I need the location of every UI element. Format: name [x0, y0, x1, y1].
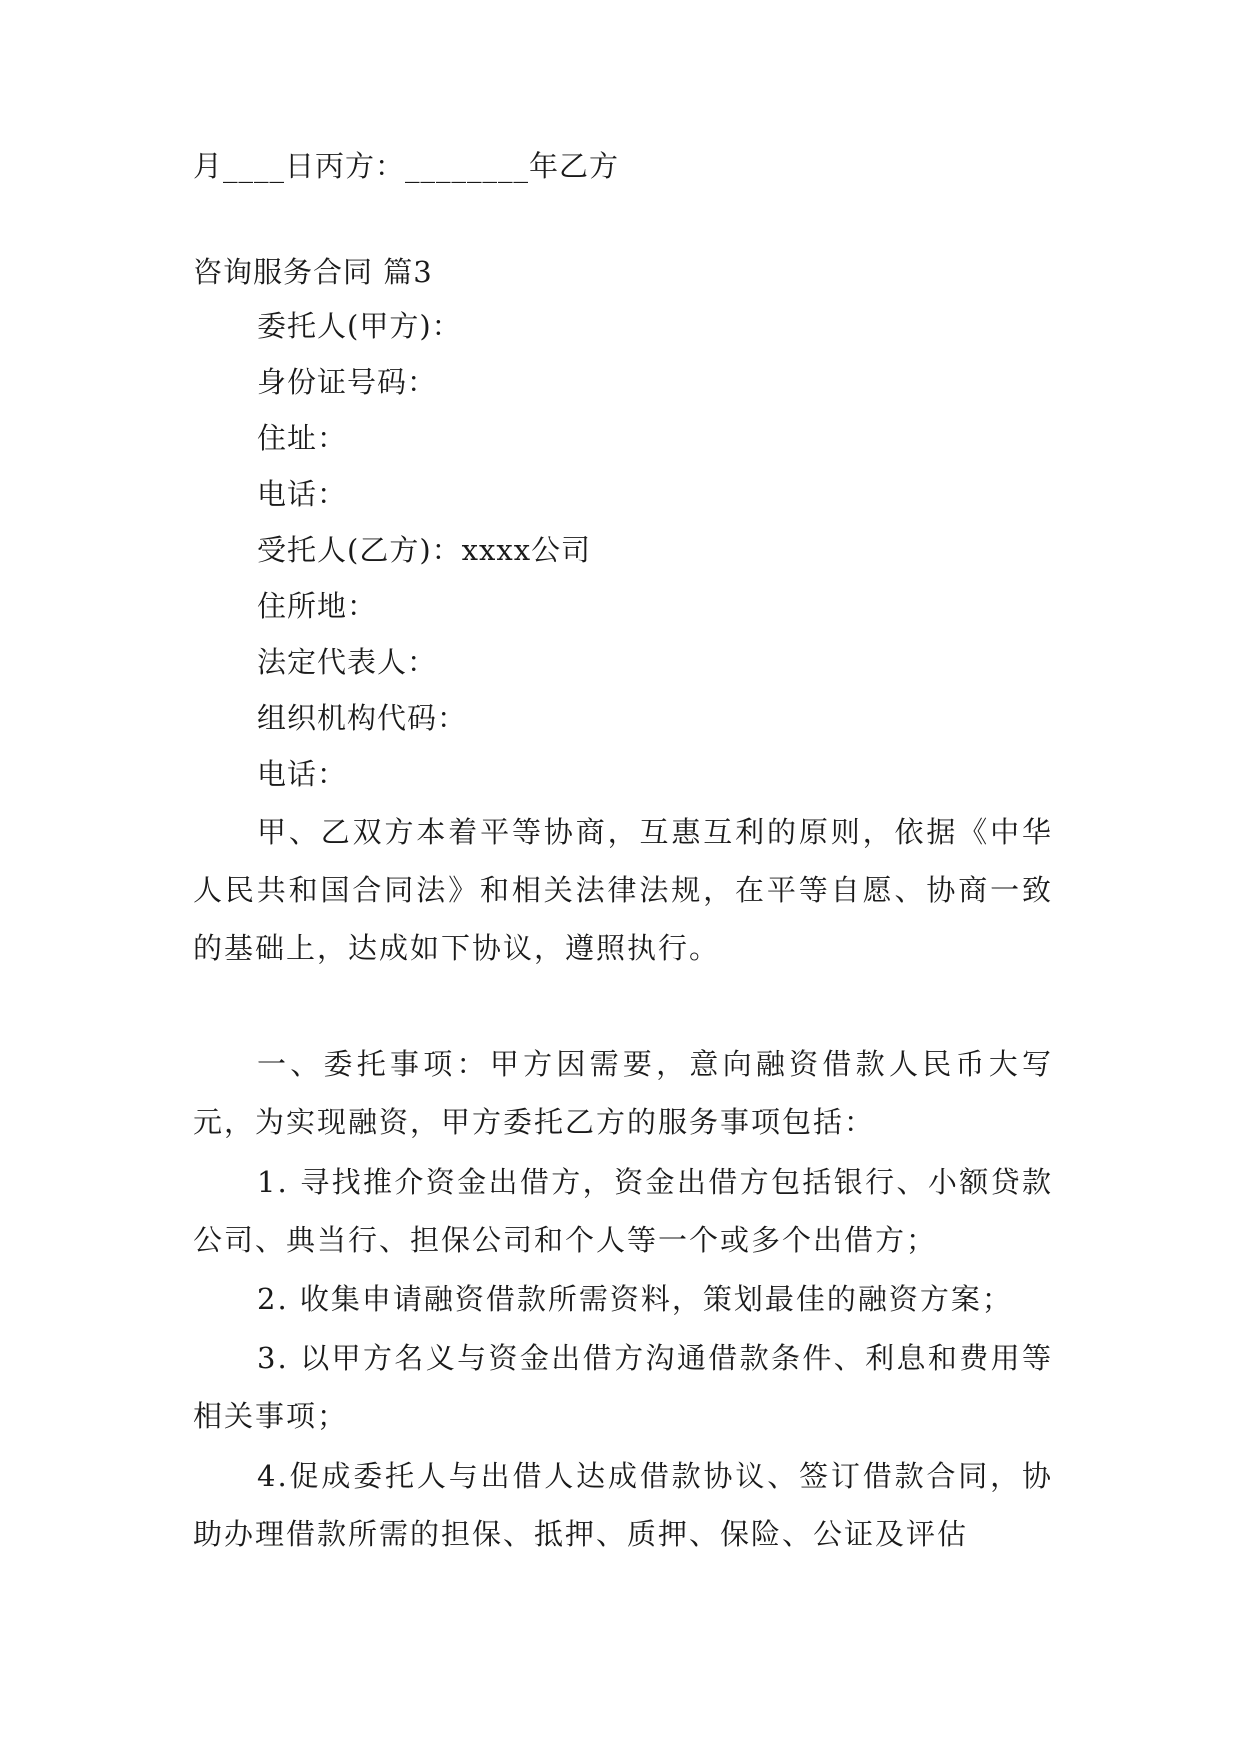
- paragraph-entrusted-matters: 一、委托事项：甲方因需要，意向融资借款人民币大写元，为实现融资，甲方委托乙方的服务事项包括：: [193, 1047, 1053, 1139]
- field-client: 委托人(甲方)：: [257, 309, 462, 343]
- field-phone: 电话：: [257, 477, 348, 511]
- field-id-number: 身份证号码：: [257, 365, 438, 399]
- paragraph-item-1: 1. 寻找推介资金出借方，资金出借方包括银行、小额贷款公司、典当行、担保公司和个人等一个或多个出借方；: [193, 1165, 1053, 1257]
- section-title: 咨询服务合同 篇3: [193, 255, 433, 289]
- top-line: 月____日丙方：________年乙方: [193, 149, 620, 183]
- paragraph-item-4: 4.促成委托人与出借人达成借款协议、签订借款合同，协助办理借款所需的担保、抵押、质押、保险、公证及评估: [193, 1459, 1053, 1551]
- field-domicile: 住所地：: [257, 589, 378, 623]
- field-organization-code: 组织机构代码：: [257, 701, 468, 735]
- field-address: 住址：: [257, 421, 348, 455]
- field-legal-representative: 法定代表人：: [257, 645, 438, 679]
- paragraph-item-2: 2. 收集申请融资借款所需资料，策划最佳的融资方案；: [257, 1282, 1013, 1316]
- paragraph-item-3: 3. 以甲方名义与资金出借方沟通借款条件、利息和费用等相关事项；: [193, 1341, 1053, 1433]
- paragraph-preamble: 甲、乙双方本着平等协商，互惠互利的原则，依据《中华人民共和国合同法》和相关法律法规，在平等自愿、协商一致的基础上，达成如下协议，遵照执行。: [193, 815, 1053, 965]
- field-trustee-phone: 电话：: [257, 757, 348, 791]
- field-trustee: 受托人(乙方)：xxxx公司: [257, 533, 592, 567]
